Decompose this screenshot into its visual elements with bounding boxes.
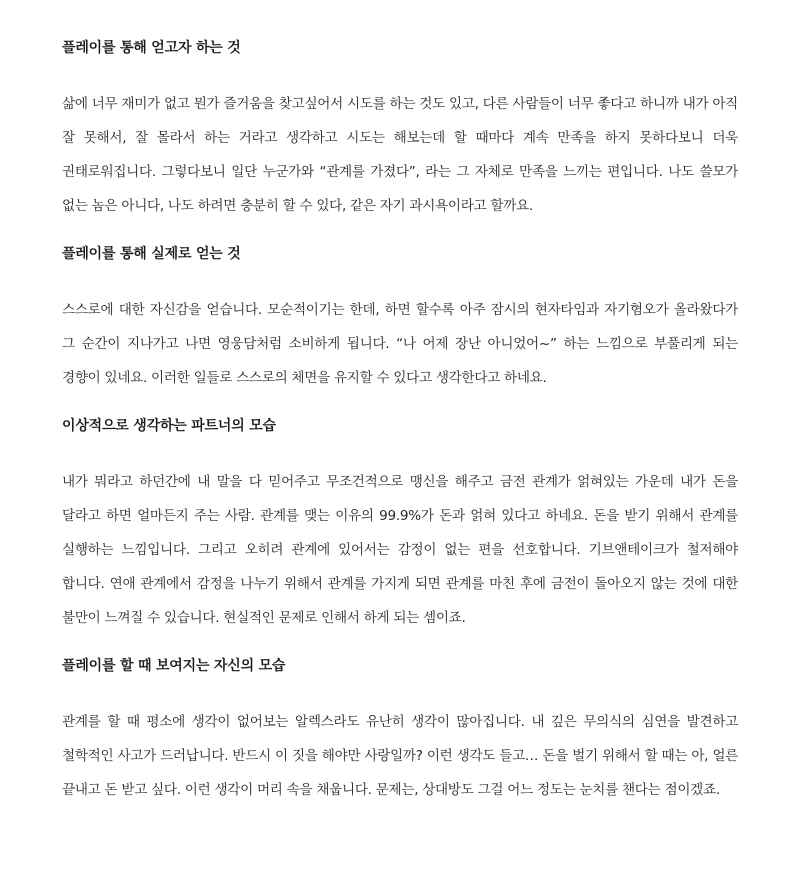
section-ideal-partner bbox=[62, 416, 738, 635]
section-body: 스스로에 대한 자신감을 얻습니다. 모순적이기는 한데, 하면 할수록 아주 잠시의 현자타임과 자기혐오가 올라왔다가 그 순간이 지나가고 나면 영웅담처럼 소비하게 됩니다. “나 어제 장난 아니었어~” 하는 느낌으로 부풀리게 되는 경향이 있네요. 이러한 일들로 스스로의 체면을 유지할 수 있다고 생각한다고 하네요. bbox=[62, 302, 738, 386]
section-body: 내가 뭐라고 하던간에 내 말을 다 믿어주고 무조건적으로 맹신을 해주고 금전 관계가 얽혀있는 가운데 내가 돈을 달라고 하면 얼마든지 주는 사람. 관계를 맺는 이유의 99.9%가 돈과 얽혀 있다고 하네요. 돈을 받기 위해서 관계를 실행하는 느낌입니다. 그리고 오히려 관계에 있어서는 감정이 없는 편을 선호합니다. 기브앤테이크가 철저해야 합니다. 연애 관계에서 감정을 나누기 위해서 관계를 가지게 되면 관계를 마친 후에 금전이 돌아오지 않는 것에 대한 불만이 느껴질 수 있습니다. 현실적인 문제로 인해서 하게 되는 셈이죠. bbox=[62, 474, 738, 626]
section-goal bbox=[62, 38, 738, 223]
section-heading: 플레이를 통해 얻고자 하는 것 bbox=[62, 40, 241, 56]
section-self-image bbox=[62, 656, 738, 807]
section-heading: 플레이를 통해 실제로 얻는 것 bbox=[62, 246, 241, 262]
section-heading: 이상적으로 생각하는 파트너의 모습 bbox=[62, 418, 276, 434]
section-actual-gain bbox=[62, 244, 738, 395]
section-body: 삶에 너무 재미가 없고 뭔가 즐거움을 찾고싶어서 시도를 하는 것도 있고, 다른 사람들이 너무 좋다고 하니까 내가 아직 잘 못해서, 잘 몰라서 하는 거라고 생각하고 시도는 해보는데 할 때마다 계속 만족을 하지 못하다보니 더욱 권태로워집니다. 그렇다보니 일단 누군가와 “관계를 가졌다”, 라는 그 자체로 만족을 느끼는 편입니다. 나도 쓸모가 없는 놈은 아니다, 나도 하려면 충분히 할 수 있다, 같은 자기 과시욕이라고 할까요. bbox=[62, 96, 738, 214]
section-body: 관계를 할 때 평소에 생각이 없어보는 알렉스라도 유난히 생각이 많아집니다. 내 깊은 무의식의 심연을 발견하고 철학적인 사고가 드러납니다. 반드시 이 짓을 해야만 사랑일까? 이런 생각도 들고… 돈을 벌기 위해서 할 때는 아, 얼른 끝내고 돈 받고 싶다. 이런 생각이 머리 속을 채웁니다. 문제는, 상대방도 그걸 어느 정도는 눈치를 챈다는 점이겠죠. bbox=[62, 714, 738, 798]
section-heading: 플레이를 할 때 보여지는 자신의 모습 bbox=[62, 658, 286, 674]
